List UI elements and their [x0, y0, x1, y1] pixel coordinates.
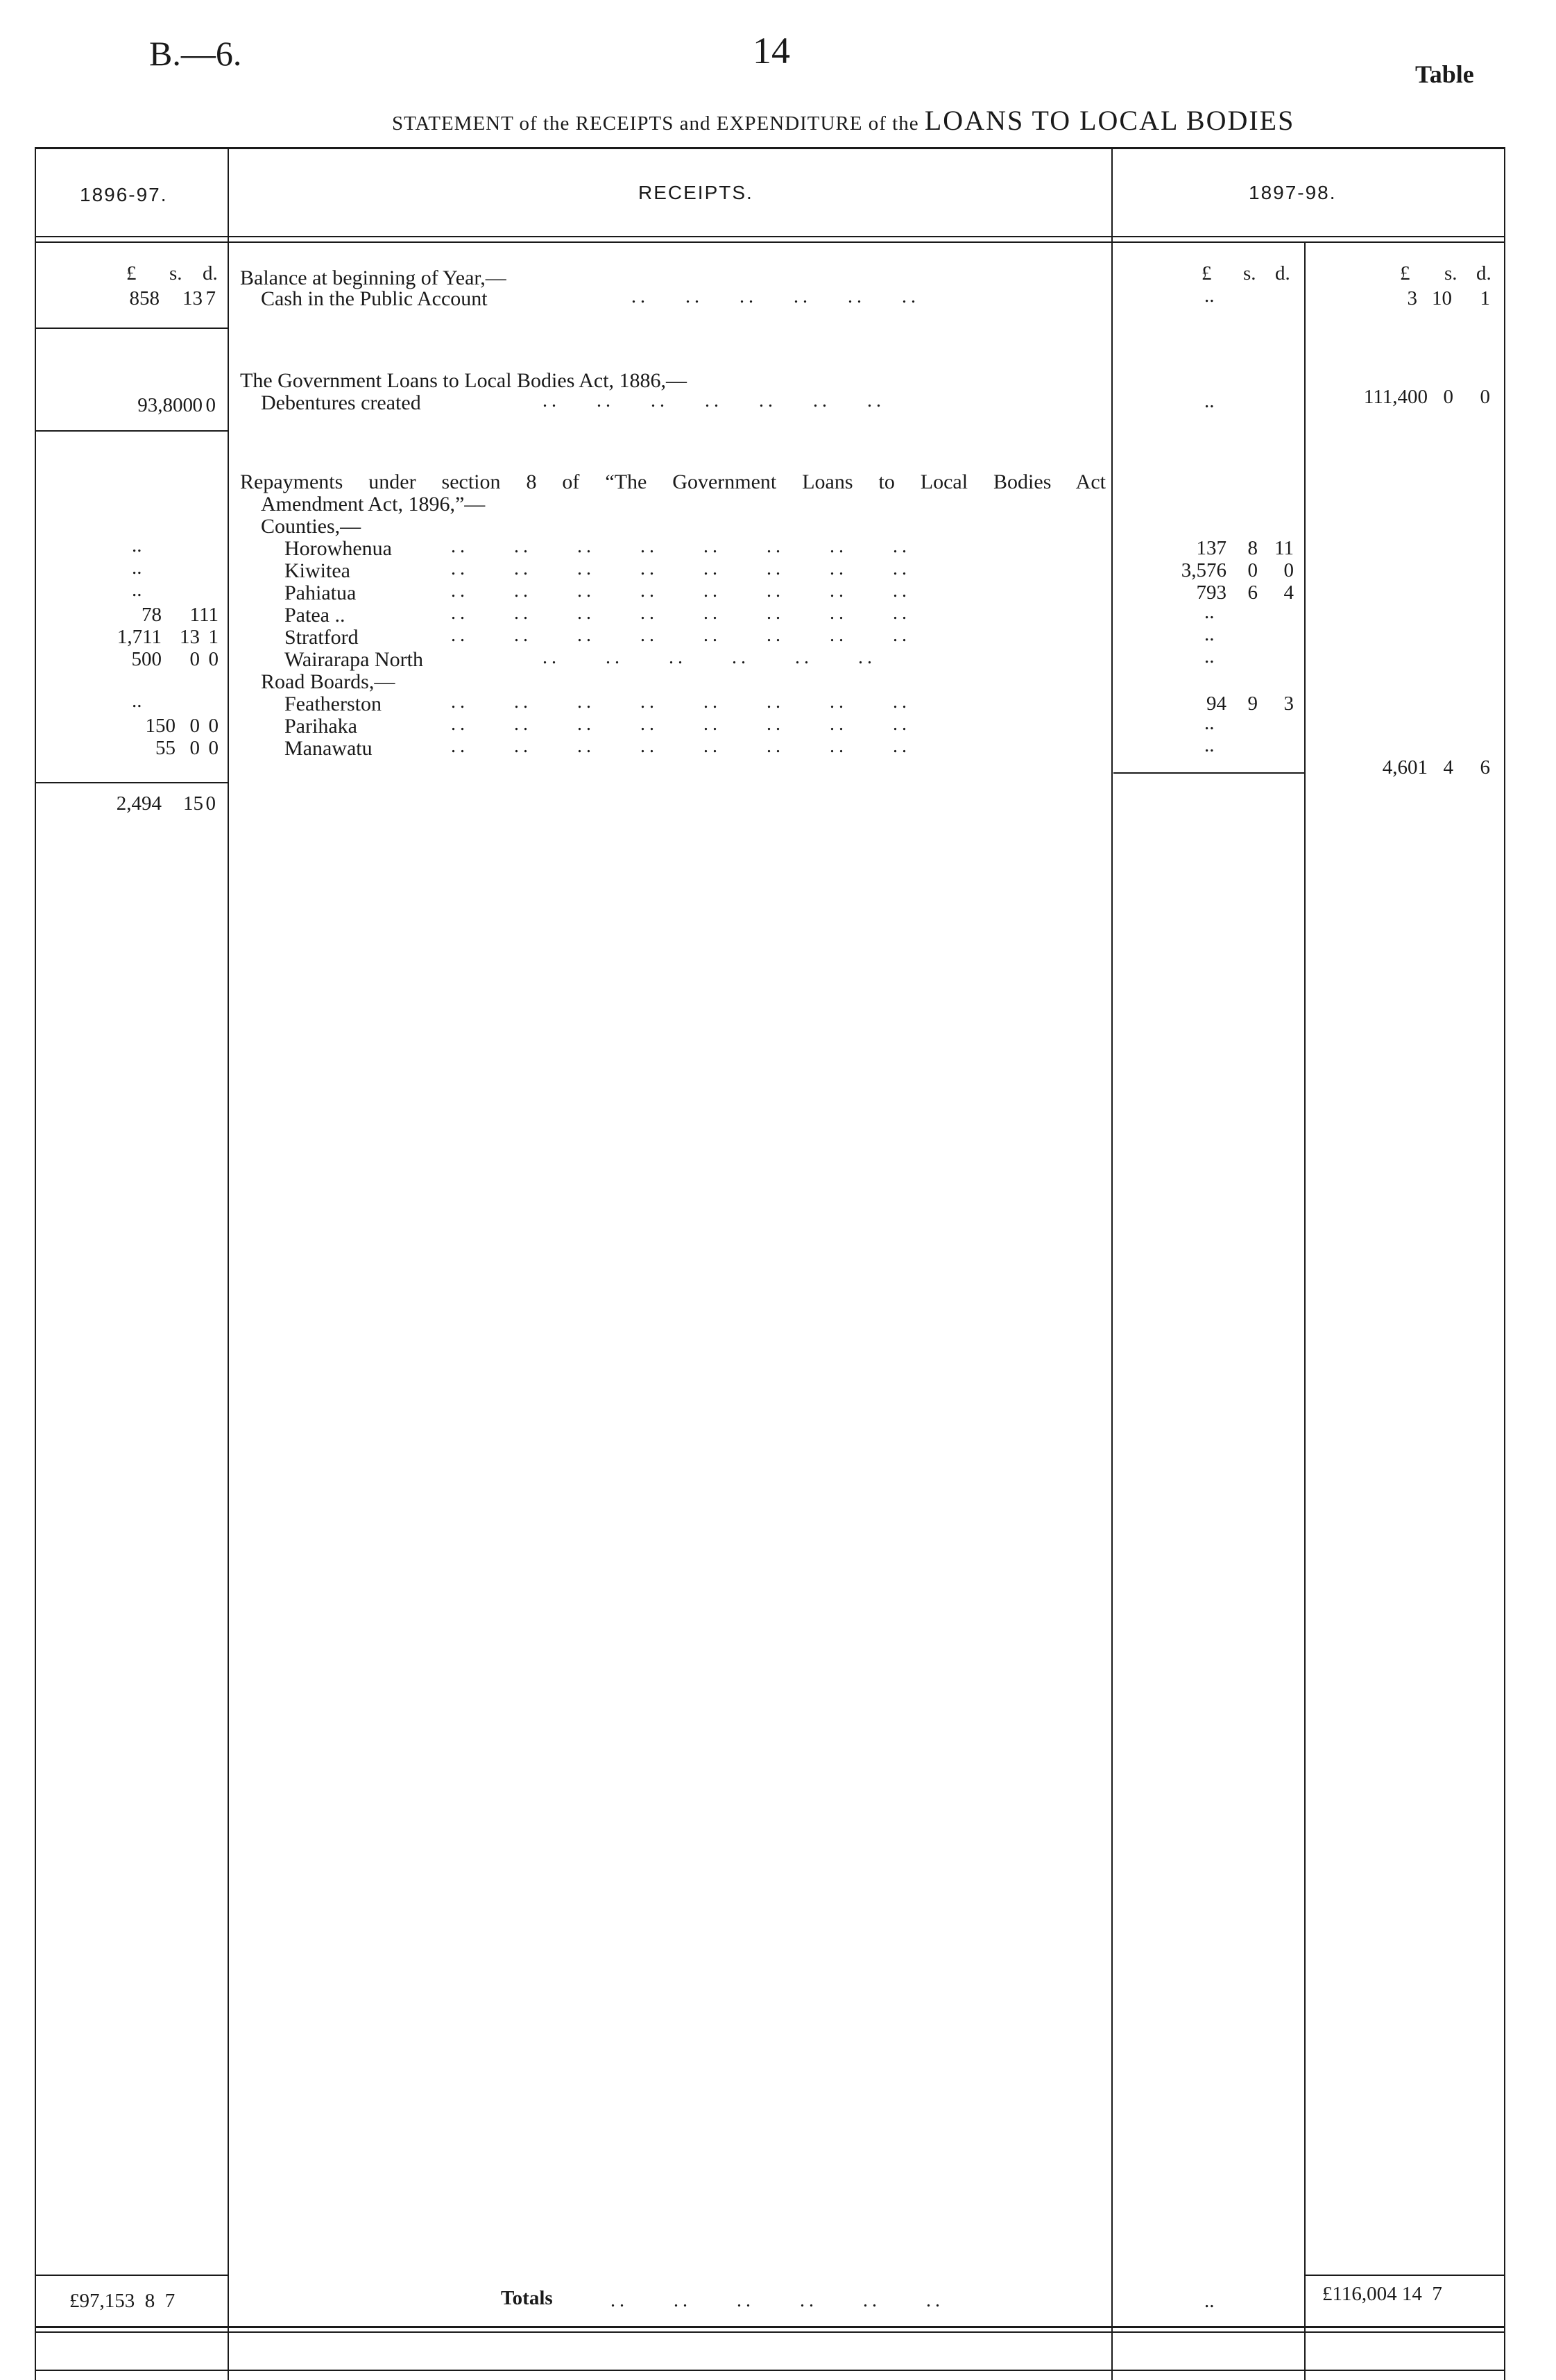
act-1886-title: The Government Loans to Local Bodies Act, 1886,— — [240, 369, 687, 392]
right-border — [1504, 147, 1505, 2380]
page-reference: B.—6. — [149, 34, 242, 73]
shilling-head: s. — [1243, 262, 1256, 284]
detail-amount: .. — [1204, 645, 1215, 668]
table-bottom-rule — [35, 2370, 1504, 2371]
prev-amount: .. — [132, 579, 142, 601]
county-name: Kiwitea — [284, 559, 350, 582]
shillings: 15 — [183, 792, 203, 815]
balance-detail: .. — [1204, 284, 1215, 307]
act-1886-detail: .. — [1204, 390, 1215, 412]
totals-current: £116,004 14 7 — [1322, 2283, 1442, 2305]
shillings: 0 — [189, 648, 200, 670]
leader-dots: .. .. .. .. .. .. — [542, 647, 876, 668]
road-board-name: Parihaka — [284, 715, 357, 738]
detail-amount: .. — [1204, 601, 1215, 623]
statement-subject: LOANS TO LOCAL BODIES — [924, 105, 1295, 136]
leader-dots: .. .. .. .. .. .. .. .. — [451, 713, 911, 735]
leader-dots: .. .. .. .. .. .. .. .. — [451, 602, 911, 624]
shilling-head: s. — [169, 262, 182, 284]
prev-amount: .. — [132, 534, 142, 556]
rule-total-double-2 — [35, 2331, 1504, 2333]
shillings: 13 — [182, 287, 203, 309]
leader-dots: .. .. .. .. .. .. .. .. — [451, 736, 911, 757]
shillings: 13 — [180, 626, 200, 648]
rule-detail-subtotal — [1113, 772, 1304, 774]
pounds: 4,601 — [1382, 756, 1428, 779]
column-head-receipts: RECEIPTS. — [638, 182, 753, 203]
divider-receipts — [1111, 147, 1113, 2380]
shillings: 0 — [1443, 386, 1453, 408]
shillings: 0 — [189, 737, 200, 759]
column-head-1896-97: 1896-97. — [80, 184, 168, 205]
left-border — [35, 147, 36, 2380]
pence: 0 — [208, 648, 219, 670]
rule-left-3 — [35, 782, 228, 783]
pounds: 858 — [129, 287, 160, 309]
pound-head: £ — [1202, 262, 1212, 284]
road-board-name: Featherston — [284, 692, 382, 715]
repayments-title-line1: Repayments under section 8 of “The Government Loans to Local Bodies Act — [240, 470, 1106, 493]
pence: 11 — [199, 604, 219, 626]
header-bottom-rule — [35, 236, 1504, 237]
table-top-rule — [35, 147, 1504, 149]
shillings: 0 — [189, 715, 200, 737]
pence: 3 — [1283, 692, 1294, 715]
shillings: 0 — [192, 394, 203, 416]
leader-dots: .. .. .. .. .. .. .. — [542, 390, 885, 411]
pence: 0 — [1283, 559, 1294, 581]
shillings: 9 — [1247, 692, 1258, 715]
pounds: 111,400 — [1363, 386, 1428, 408]
pence: 0 — [208, 737, 219, 759]
rule-total-right-top — [1304, 2275, 1504, 2276]
leader-dots: .. .. .. .. .. .. .. .. — [451, 691, 911, 713]
shillings: 0 — [1247, 559, 1258, 581]
act-1886-item: Debentures created — [261, 391, 421, 414]
pounds: 3,576 — [1181, 559, 1226, 581]
pounds: 94 — [1206, 692, 1226, 715]
pence-head: d. — [203, 262, 218, 284]
balance-item: Cash in the Public Account — [261, 287, 488, 310]
county-name: Wairarapa North — [284, 648, 423, 671]
pence: 7 — [205, 287, 216, 309]
balance-title: Balance at beginning of Year,— — [240, 266, 506, 289]
page-number: 14 — [753, 30, 790, 71]
leader-dots: .. .. .. .. .. .. .. .. — [451, 558, 911, 579]
totals-detail: .. — [1204, 2290, 1215, 2312]
leader-dots: .. .. .. .. .. .. — [631, 286, 920, 307]
pence: 1 — [1480, 287, 1490, 309]
county-name: Pahiatua — [284, 581, 357, 604]
pounds: 150 — [145, 715, 176, 737]
pence: 11 — [1274, 537, 1294, 559]
pounds: 500 — [131, 648, 162, 670]
pounds: 55 — [155, 737, 176, 759]
shillings: 4 — [1443, 756, 1453, 779]
leader-dots: .. .. .. .. .. .. .. .. — [451, 624, 911, 646]
pence-head: d. — [1275, 262, 1290, 284]
pence: 0 — [208, 715, 219, 737]
rule-left-2 — [35, 430, 228, 432]
statement-title — [392, 104, 1294, 137]
leader-dots: .. .. .. .. .. .. .. .. — [451, 536, 911, 557]
pounds: 793 — [1196, 581, 1226, 604]
road-board-name: Manawatu — [284, 737, 373, 760]
pence: 0 — [205, 394, 216, 416]
prev-amount: .. — [132, 690, 142, 712]
leader-dots: .. .. .. .. .. .. .. .. — [451, 580, 911, 602]
repayments-title-line2: Amendment Act, 1896,”— — [261, 493, 486, 516]
detail-amount: .. — [1204, 712, 1215, 734]
road-boards-label: Road Boards,— — [261, 670, 395, 693]
pence: 1 — [208, 626, 219, 648]
detail-amount: .. — [1204, 734, 1215, 756]
totals-prev: £97,153 8 7 — [69, 2290, 176, 2312]
prev-amount: .. — [132, 556, 142, 579]
county-name: Horowhenua — [284, 537, 392, 560]
pound-head: £ — [126, 262, 137, 284]
rule-left-1 — [35, 328, 228, 329]
shilling-head: s. — [1444, 262, 1457, 284]
shillings: 6 — [1247, 581, 1258, 604]
county-name: Patea .. — [284, 604, 345, 627]
pounds: 2,494 — [116, 792, 162, 815]
table-label: Table — [1415, 60, 1474, 88]
rule-total-double-1 — [35, 2326, 1504, 2328]
detail-amount: .. — [1204, 623, 1215, 645]
pence: 0 — [205, 792, 216, 815]
totals-label: Totals — [501, 2287, 553, 2309]
county-name: Stratford — [284, 626, 359, 649]
leader-dots: .. .. .. .. .. .. — [610, 2290, 944, 2311]
pence: 4 — [1283, 581, 1294, 604]
pounds: 78 — [142, 604, 162, 626]
pounds: 1,711 — [117, 626, 162, 648]
pound-head: £ — [1400, 262, 1410, 284]
rule-total-left-top — [35, 2275, 228, 2276]
pounds: 93,800 — [137, 394, 193, 416]
statement-prefix: STATEMENT of the RECEIPTS and EXPENDITURE of the — [392, 112, 919, 135]
divider-detail — [1304, 241, 1306, 2380]
divider-left-year — [228, 147, 229, 2380]
shillings: 1 — [189, 604, 200, 626]
pence: 0 — [1480, 386, 1490, 408]
shillings: 8 — [1247, 537, 1258, 559]
shillings: 10 — [1432, 287, 1452, 309]
column-head-1897-98: 1897-98. — [1249, 182, 1337, 203]
pence-head: d. — [1476, 262, 1491, 284]
pounds: 137 — [1196, 537, 1226, 559]
header-bottom-rule-2 — [35, 241, 1504, 243]
pounds: 3 — [1407, 287, 1417, 309]
pence: 6 — [1480, 756, 1490, 779]
counties-label: Counties,— — [261, 515, 361, 538]
